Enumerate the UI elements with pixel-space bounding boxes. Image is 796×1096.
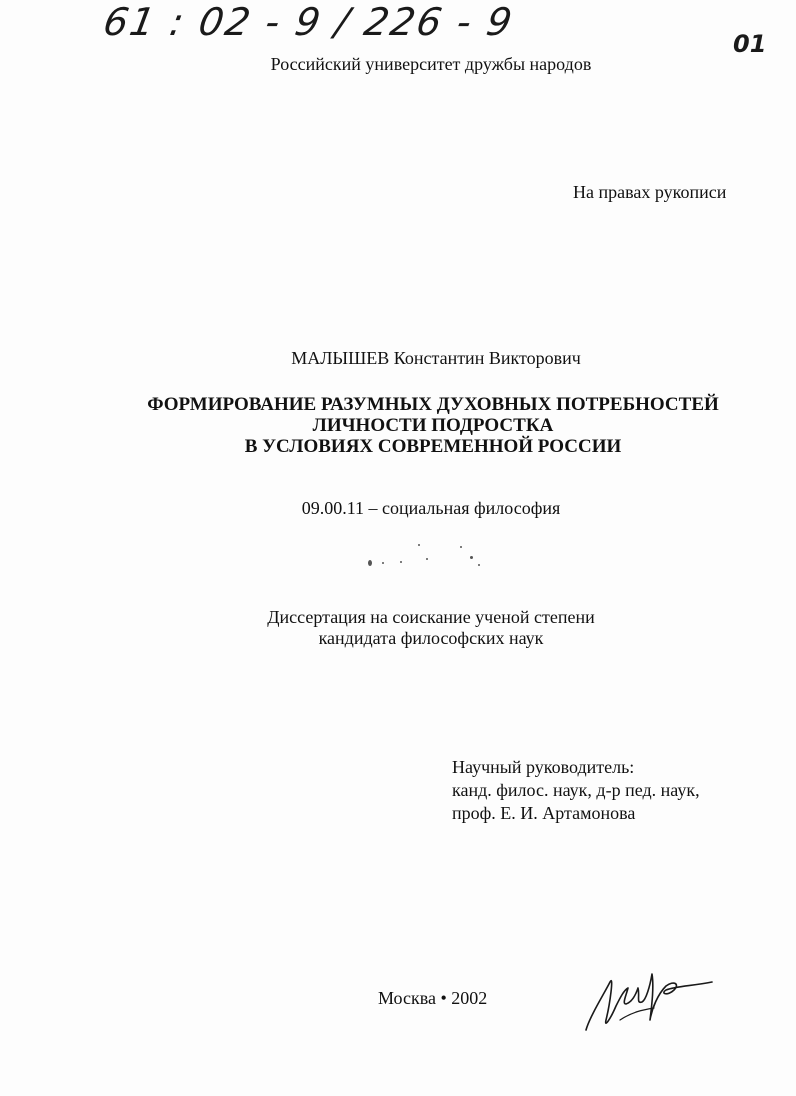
handwritten-signature (580, 960, 720, 1045)
city-and-year: Москва • 2002 (378, 988, 488, 1008)
university-name: Российский университет дружбы народов (270, 54, 592, 74)
degree-line-2: кандидата философских наук (318, 628, 544, 648)
advisor-line-2: канд. филос. наук, д-р пед. наук, (452, 780, 700, 800)
title-line-3: В УСЛОВИЯХ СОВРЕМЕННОЙ РОССИИ (244, 436, 622, 457)
degree-statement (0, 607, 796, 649)
title-line-1: ФОРМИРОВАНИЕ РАЗУМНЫХ ДУХОВНЫХ ПОТРЕБНОСТЕЙ (147, 394, 719, 415)
title-line-2: ЛИЧНОСТИ ПОДРОСТКА (312, 415, 554, 436)
handwritten-archive-code: 61 : 02 - 9 / 226 - 9 (100, 0, 518, 44)
manuscript-rights-note: На правах рукописи (573, 182, 727, 202)
advisor-line-1: Научный руководитель: (452, 757, 635, 777)
scientific-advisor (452, 756, 700, 825)
specialty-code: 09.00.11 – социальная философия (301, 498, 561, 518)
degree-line-1: Диссертация на соискание ученой степени (267, 607, 595, 627)
advisor-line-3: проф. Е. И. Артамонова (452, 803, 636, 823)
dissertation-title (0, 394, 796, 457)
page-number: 01 (733, 30, 767, 58)
author-name: МАЛЫШЕВ Константин Викторович (291, 348, 581, 368)
